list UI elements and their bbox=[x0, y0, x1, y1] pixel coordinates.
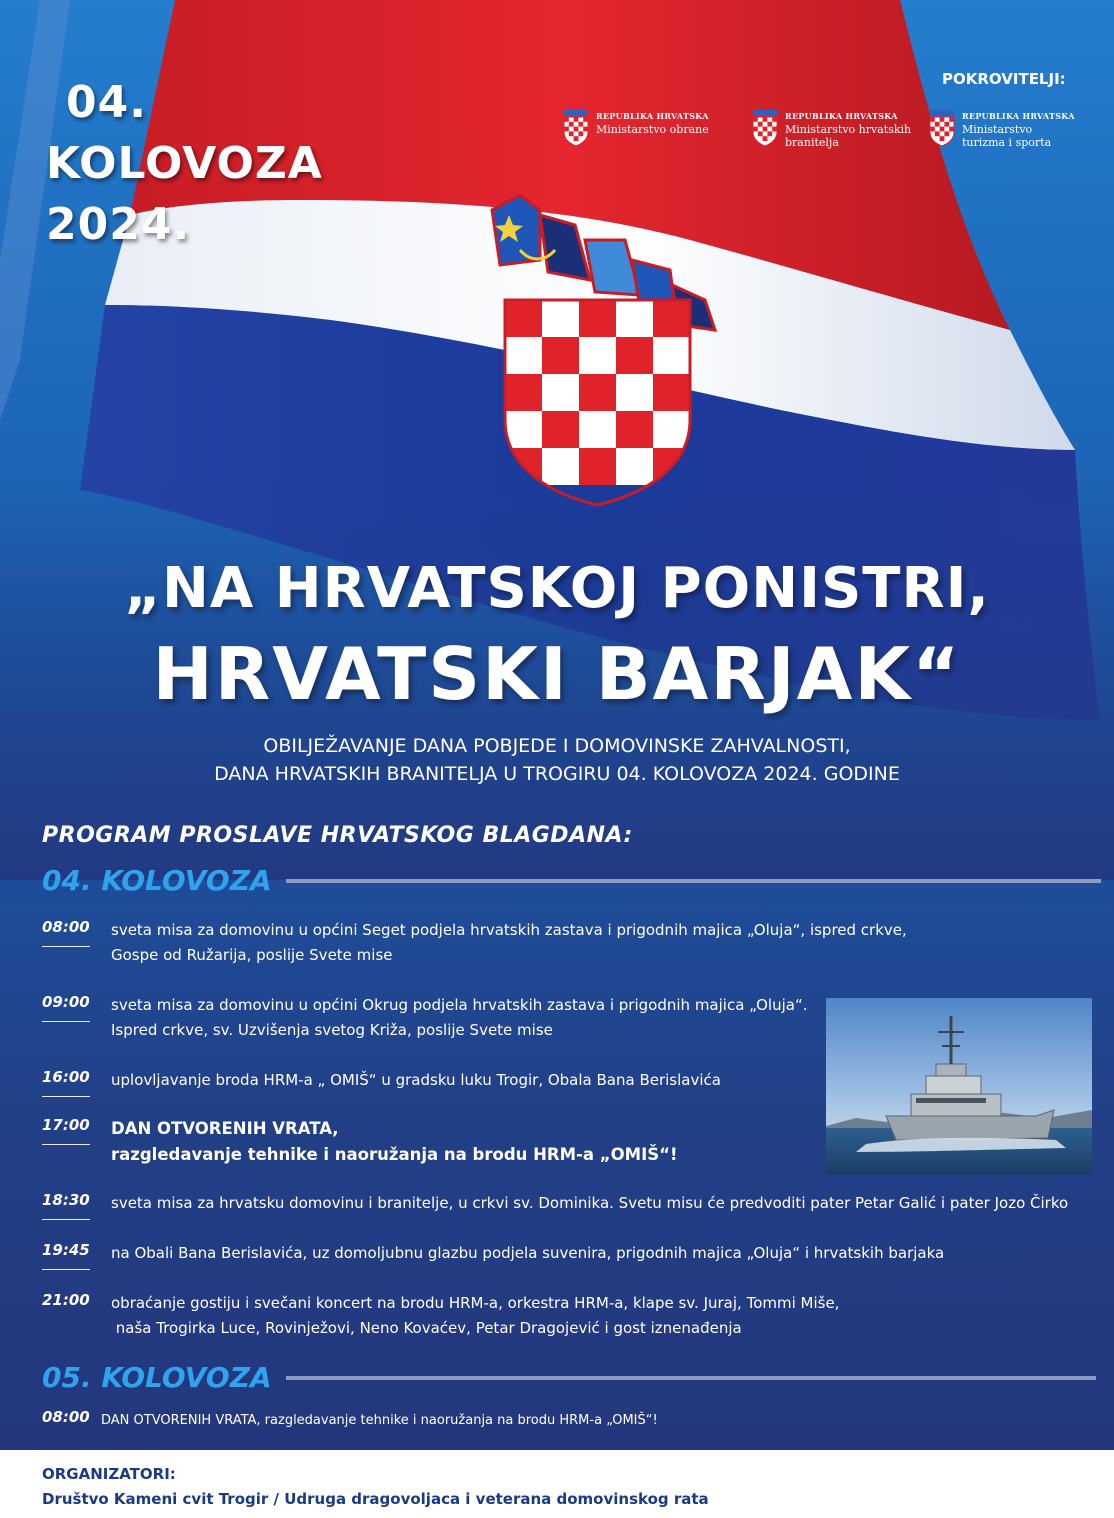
shield-square bbox=[505, 374, 542, 411]
day-label: 05. KOLOVOZA bbox=[42, 1361, 272, 1394]
subtitle-line-2: DANA HRVATSKIH BRANITELJA U TROGIRU 04. KOLOVOZA 2024. GODINE bbox=[214, 763, 900, 785]
shield-square bbox=[505, 300, 542, 337]
event-description: sveta misa za hrvatsku domovinu i branitelje, u crkvi sv. Dominika. Svetu misu će predvoditi pater Petar Galić i pater Jozo Čirko bbox=[111, 1194, 1069, 1212]
shield-square bbox=[542, 337, 579, 374]
divider bbox=[286, 879, 1101, 883]
shield-square bbox=[579, 300, 616, 337]
date-day: 04. bbox=[66, 77, 147, 128]
divider bbox=[42, 1219, 90, 1220]
sponsor-ministry-defence bbox=[563, 110, 709, 146]
shield-square bbox=[616, 300, 653, 337]
event-description: DAN OTVORENIH VRATA, razgledavanje tehnike i naoružanja na brodu HRM-a „OMIŠ“! bbox=[101, 1413, 658, 1428]
subtitle bbox=[0, 732, 1114, 788]
organizers-title: ORGANIZATORI: bbox=[42, 1465, 176, 1483]
shield-square bbox=[616, 411, 653, 448]
shield-square bbox=[542, 448, 579, 485]
shield-square bbox=[653, 300, 690, 337]
sponsor-ministry: turizma i sporta bbox=[962, 136, 1052, 149]
event-time: 09:00 bbox=[42, 993, 90, 1011]
day-heading-04 bbox=[42, 864, 1101, 897]
sponsor-ministry: Ministarstvo bbox=[962, 123, 1033, 136]
event-description: na Obali Bana Berislavića, uz domoljubnu glazbu podjela suvenira, prigodnih majica „Oluja“ i hrvatskih barjaka bbox=[111, 1244, 945, 1262]
day-heading-05 bbox=[42, 1361, 1096, 1394]
shield-square bbox=[505, 411, 542, 448]
event-time: 17:00 bbox=[42, 1116, 90, 1134]
subtitle-line-1: OBILJEŽAVANJE DANA POBJEDE I DOMOVINSKE ZAHVALNOSTI, bbox=[263, 735, 851, 757]
sponsors-label: POKROVITELJI: bbox=[942, 70, 1066, 88]
date-year: 2024. bbox=[46, 199, 191, 250]
divider bbox=[42, 1021, 90, 1022]
headline-line-1: „NA HRVATSKOJ PONISTRI, bbox=[124, 556, 990, 621]
shield-square bbox=[653, 374, 690, 411]
shield-square bbox=[579, 448, 616, 485]
divider bbox=[42, 946, 90, 947]
shield-square bbox=[579, 411, 616, 448]
event-date bbox=[46, 72, 323, 255]
sponsor-ministry: branitelja bbox=[785, 136, 839, 149]
shield-square bbox=[542, 411, 579, 448]
event-time: 16:00 bbox=[42, 1068, 90, 1086]
event-description: razgledavanje tehnike i naoružanja na brodu HRM-a „OMIŠ“! bbox=[111, 1145, 678, 1164]
event-description: Gospe od Ružarija, poslije Svete mise bbox=[111, 946, 393, 964]
event-time: 08:00 bbox=[42, 918, 90, 936]
shield-square bbox=[653, 337, 690, 374]
sponsor-republic: REPUBLIKA HRVATSKA bbox=[596, 111, 709, 121]
event-description: obraćanje gostiju i svečani koncert na brodu HRM-a, orkestra HRM-a, klape sv. Juraj, Tommi Miše, bbox=[111, 1294, 840, 1312]
ship-photo bbox=[826, 998, 1092, 1174]
shield-square bbox=[542, 374, 579, 411]
coat-of-arms-shield bbox=[505, 300, 690, 505]
shield-square bbox=[616, 448, 653, 485]
divider bbox=[42, 1096, 90, 1097]
sponsor-republic: REPUBLIKA HRVATSKA bbox=[785, 111, 898, 121]
event-description: sveta misa za domovinu u općini Seget podjela hrvatskih zastava i prigodnih majica „Oluja“, ispred crkve, bbox=[111, 921, 907, 939]
shield-square bbox=[542, 300, 579, 337]
event-description: naša Trogirka Luce, Rovinježovi, Neno Kovaćev, Petar Dragojević i gost iznenađenja bbox=[111, 1319, 742, 1337]
shield-square bbox=[579, 337, 616, 374]
sponsor-ministry-veterans bbox=[752, 110, 911, 149]
shield-square bbox=[616, 337, 653, 374]
divider bbox=[286, 1376, 1096, 1380]
shield-square bbox=[616, 374, 653, 411]
divider bbox=[42, 1269, 90, 1270]
event-time: 19:45 bbox=[42, 1241, 90, 1259]
event-description: Ispred crkve, sv. Uzvišenja svetog Križa, poslije Svete mise bbox=[111, 1021, 553, 1039]
event-description: uplovljavanje broda HRM-a „ OMIŠ“ u gradsku luku Trogir, Obala Bana Berislavića bbox=[111, 1071, 721, 1089]
shield-square bbox=[579, 374, 616, 411]
event-time: 21:00 bbox=[42, 1291, 90, 1309]
shield-square bbox=[653, 411, 690, 448]
croatian-coat-of-arms-icon bbox=[929, 110, 955, 146]
day-label: 04. KOLOVOZA bbox=[42, 864, 272, 897]
event-time: 08:00 bbox=[42, 1408, 90, 1426]
sponsor-republic: REPUBLIKA HRVATSKA bbox=[962, 111, 1075, 121]
event-description: sveta misa za domovinu u općini Okrug podjela hrvatskih zastava i prigodnih majica „Oluja“. bbox=[111, 996, 808, 1014]
event-description: DAN OTVORENIH VRATA, bbox=[111, 1119, 339, 1138]
sponsor-ministry: Ministarstvo obrane bbox=[596, 123, 709, 136]
event-time: 18:30 bbox=[42, 1191, 90, 1209]
divider bbox=[42, 1144, 90, 1145]
shield-square bbox=[505, 337, 542, 374]
croatian-coat-of-arms-icon bbox=[563, 110, 589, 146]
organizers-names: Društvo Kameni cvit Trogir / Udruga dragovoljaca i veterana domovinskog rata bbox=[42, 1490, 709, 1508]
headline-line-2: HRVATSKI BARJAK“ bbox=[152, 632, 962, 716]
date-month: KOLOVOZA bbox=[46, 138, 323, 189]
sponsor-ministry-tourism bbox=[929, 110, 1075, 149]
sponsor-ministry: Ministarstvo hrvatskih bbox=[785, 123, 912, 136]
program-title: PROGRAM PROSLAVE HRVATSKOG BLAGDANA: bbox=[42, 823, 633, 848]
croatian-coat-of-arms-icon bbox=[752, 110, 778, 146]
